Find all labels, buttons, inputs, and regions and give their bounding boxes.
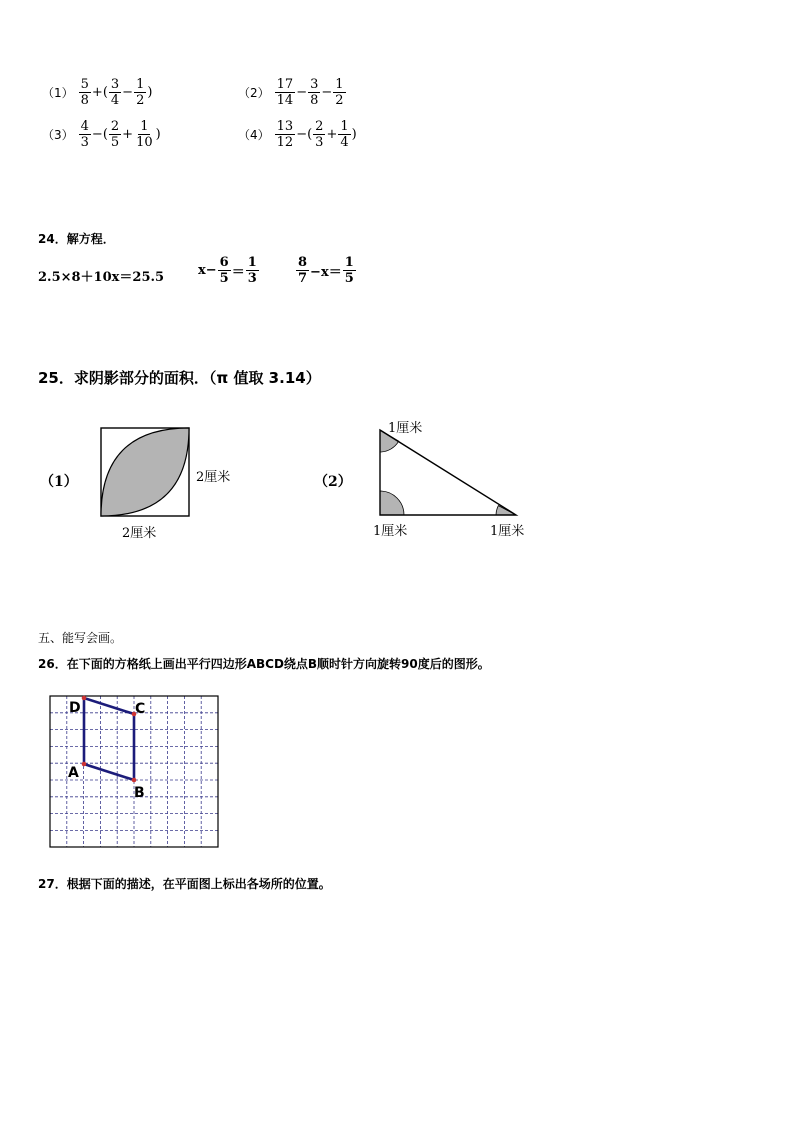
q24-title: 24．解方程． xyxy=(38,232,115,246)
fraction: $\frac{1}{5}$ xyxy=(344,255,354,286)
label-b: B xyxy=(134,785,145,801)
fraction: $\frac{1}{4}$ xyxy=(340,119,349,150)
problem-1 xyxy=(42,78,152,107)
label-d: D xyxy=(69,700,81,716)
point-b xyxy=(132,778,137,783)
fraction: $\frac{13}{12}$ xyxy=(276,119,294,150)
problem-number: （3） xyxy=(42,128,74,142)
fraction: $\frac{1}{3}$ xyxy=(247,255,257,286)
operator: ＝ xyxy=(231,265,245,280)
fraction: $\frac{3}{8}$ xyxy=(310,77,319,108)
problem-2 xyxy=(238,78,347,107)
fraction: $\frac{1}{2}$ xyxy=(136,77,145,108)
q24-equation-2 xyxy=(198,256,260,285)
label-c: C xyxy=(135,701,146,717)
q24-equation-1: 2.5×8＋10x＝25.5 xyxy=(38,270,165,285)
operator: − xyxy=(321,85,333,100)
fig1-label: （1） xyxy=(40,474,78,490)
fig2-right-triangle xyxy=(372,426,522,520)
fig1-square-with-leaf xyxy=(98,426,192,518)
problem-3 xyxy=(42,120,161,149)
fig2-bottom-right-length: 1厘米 xyxy=(490,524,525,539)
fraction: $\frac{3}{4}$ xyxy=(110,77,120,108)
fraction: $\frac{2}{3}$ xyxy=(315,119,324,150)
label-a: A xyxy=(68,765,79,781)
operator: ) xyxy=(155,127,161,142)
section-heading: 五、能写会画。 xyxy=(38,631,123,645)
fig1-right-length: 2厘米 xyxy=(196,470,231,485)
q26-grid-paper xyxy=(49,695,220,849)
q26-title: 26．在下面的方格纸上画出平行四边形ABCD绕点B顺时针方向旋转90度后的图形。 xyxy=(38,657,490,671)
operator: + xyxy=(122,127,134,142)
fraction: $\frac{4}{3}$ xyxy=(80,119,89,150)
operator: − xyxy=(296,85,308,100)
fraction: $\frac{8}{7}$ xyxy=(298,255,308,286)
operator: x− xyxy=(198,263,217,278)
fraction: $\frac{17}{14}$ xyxy=(276,77,294,108)
parallelogram-abcd xyxy=(84,698,134,780)
problem-number: （4） xyxy=(238,128,270,142)
problem-4 xyxy=(238,120,357,149)
point-d xyxy=(82,696,87,701)
fig2-bottom-left-length: 1厘米 xyxy=(373,524,408,539)
operator: + xyxy=(326,127,338,142)
operator: +( xyxy=(91,85,108,100)
problem-number: （1） xyxy=(42,86,74,100)
operator: − xyxy=(122,85,134,100)
operator: ) xyxy=(147,85,153,100)
fraction: $\frac{2}{5}$ xyxy=(110,119,120,150)
problem-number: （2） xyxy=(238,86,270,100)
operator: ) xyxy=(351,127,357,142)
q27-title: 27．根据下面的描述，在平面图上标出各场所的位置。 xyxy=(38,877,331,891)
operator: −( xyxy=(91,127,108,142)
fraction: $\frac{1}{10}$ xyxy=(136,119,153,150)
operator: −( xyxy=(296,127,313,142)
fig1-bottom-length: 2厘米 xyxy=(122,526,157,541)
q24-equation-3 xyxy=(295,256,357,285)
q25-title: 25．求阴影部分的面积．（π 值取 3.14） xyxy=(38,369,321,387)
point-a xyxy=(82,762,87,767)
fraction: $\frac{6}{5}$ xyxy=(219,255,229,286)
fig2-label: （2） xyxy=(314,474,352,490)
fraction: $\frac{1}{2}$ xyxy=(335,77,344,108)
fig2-top-length: 1厘米 xyxy=(388,421,423,436)
operator: −x＝ xyxy=(310,265,342,280)
fraction: $\frac{5}{8}$ xyxy=(80,77,89,108)
